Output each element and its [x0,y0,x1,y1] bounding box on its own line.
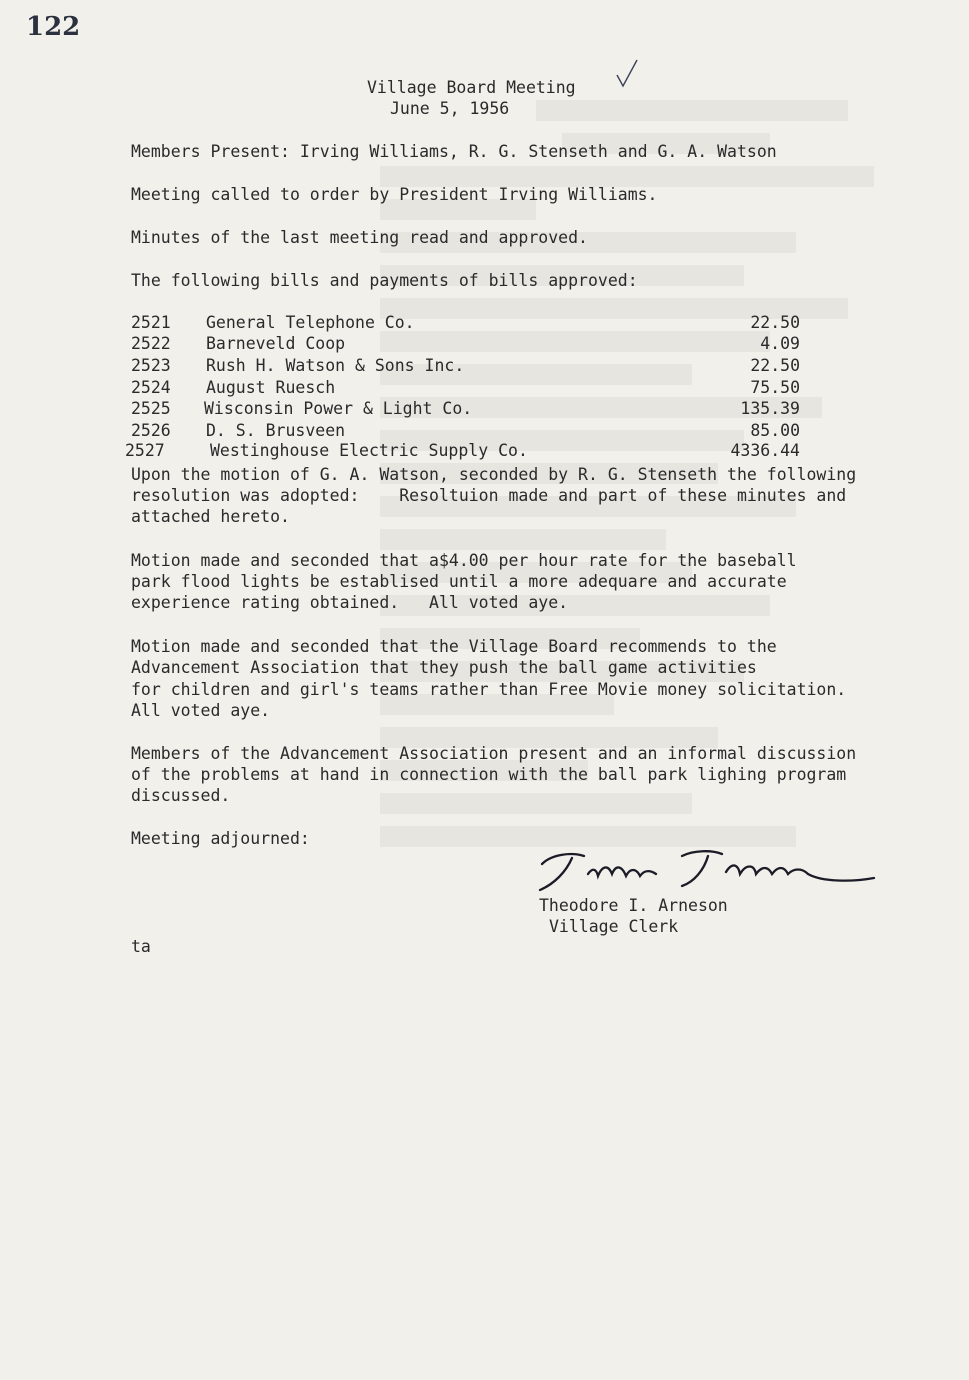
meeting-title: Village Board Meeting [367,78,576,97]
bill-number: 2522 [131,334,171,353]
checkmark-icon [614,58,640,92]
bill-amount: 4.09 [760,334,800,353]
bill-amount: 4336.44 [730,441,800,460]
bill-payee: D. S. Brusveen [206,421,346,440]
signatory-title: Village Clerk [549,917,679,936]
text-line: attached hereto. [131,507,290,526]
text-line: experience rating obtained. All voted aye. [131,593,569,612]
text-line: Motion made and seconded that the Village Board recommends to the [131,637,777,656]
bill-number: 2527 [125,441,165,460]
bill-amount: 22.50 [750,356,800,375]
text-line: Motion made and seconded that a$4.00 per hour rate for the baseball [131,551,797,570]
bill-number: 2523 [131,356,171,375]
meeting-adjourned: Meeting adjourned: [131,829,310,848]
bill-amount: 85.00 [750,421,800,440]
text-line: Upon the motion of G. A. Watson, seconded by R. G. Stenseth the following [131,465,857,484]
bill-payee: Westinghouse Electric Supply Co. [210,441,528,460]
bill-number: 2521 [131,313,171,332]
bill-amount: 135.39 [740,399,800,418]
text-line: Advancement Association that they push the ball game activities [131,658,757,677]
bill-amount: 22.50 [750,313,800,332]
text-line: All voted aye. [131,701,271,720]
bills-intro: The following bills and payments of bills approved: [131,271,638,290]
bill-amount: 75.50 [750,378,800,397]
minutes-approved: Minutes of the last meeting read and approved. [131,228,588,247]
handwritten-signature [532,842,882,897]
meeting-date: June 5, 1956 [390,99,510,118]
call-to-order: Meeting called to order by President Irving Williams. [131,185,658,204]
text-line: of the problems at hand in connection with the ball park lighing program [131,765,847,784]
bill-payee: General Telephone Co. [206,313,415,332]
page-number: 122 [26,12,81,42]
typist-initials: ta [131,937,151,956]
bill-payee: Wisconsin Power & Light Co. [204,399,473,418]
text-line: resolution was adopted: Resoltuion made and part of these minutes and [131,486,847,505]
bill-payee: Barneveld Coop [206,334,346,353]
bill-payee: Rush H. Watson & Sons Inc. [206,356,465,375]
bill-payee: August Ruesch [206,378,336,397]
text-line: for children and girl's teams rather than Free Movie money solicitation. [131,680,847,699]
text-line: Members of the Advancement Association present and an informal discussion [131,744,857,763]
bill-number: 2524 [131,378,171,397]
text-line: park flood lights be establised until a more adequare and accurate [131,572,787,591]
text-line: discussed. [131,786,231,805]
signatory-name: Theodore I. Arneson [539,896,728,915]
bill-number: 2526 [131,421,171,440]
bill-number: 2525 [131,399,171,418]
members-present: Members Present: Irving Williams, R. G. Stenseth and G. A. Watson [131,142,777,161]
